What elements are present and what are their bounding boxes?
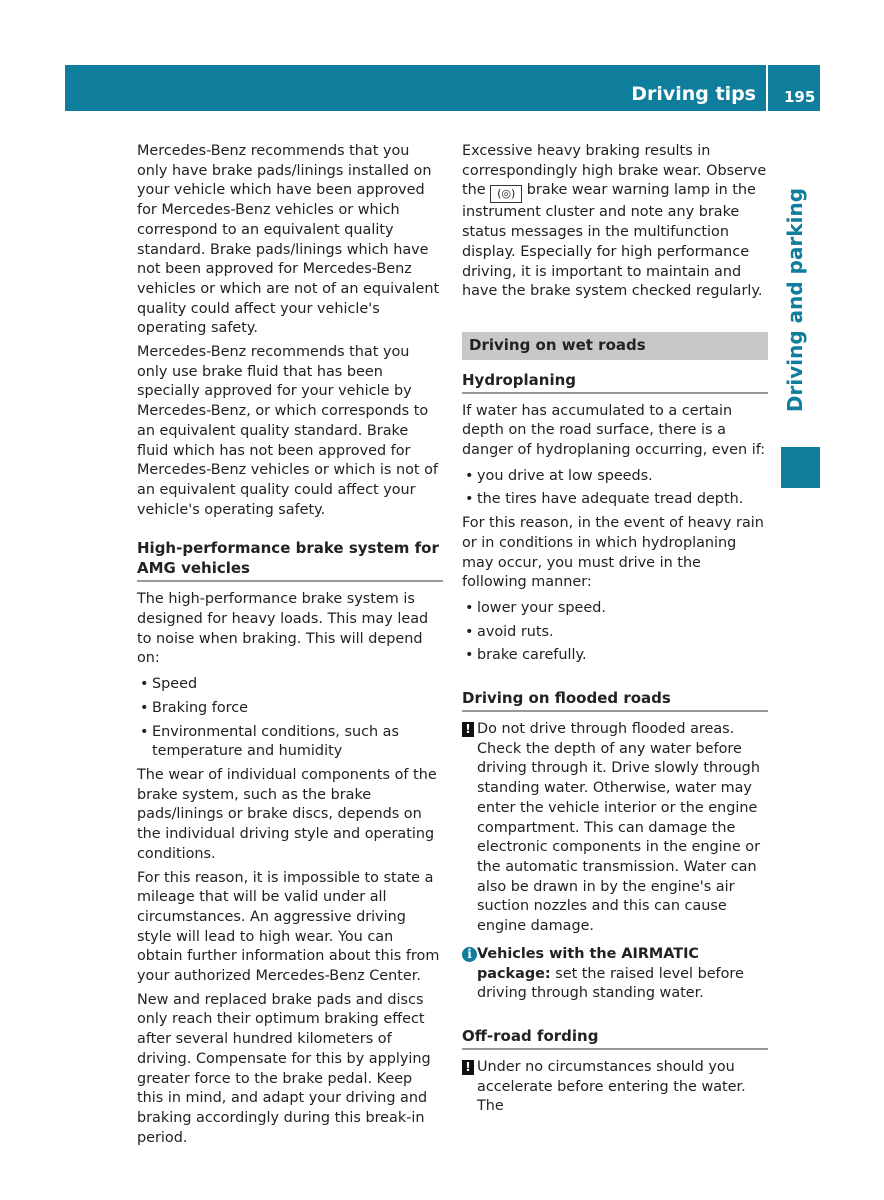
list-item: • Braking force	[137, 699, 443, 719]
page-header	[65, 65, 820, 111]
chapter-label: Driving and parking	[783, 187, 807, 413]
bullet-list	[137, 675, 443, 762]
paragraph: The high-performance brake system is designed for heavy loads. This may lead to noise when braking. This will depend on:	[137, 591, 429, 667]
list-item: • Environmental conditions, such as temperature and humidity	[137, 723, 443, 762]
list-item: • brake carefully.	[462, 646, 768, 666]
info-note-text: set the raised level before driving through standing water.	[477, 965, 744, 1002]
list-item: • Speed	[137, 675, 443, 695]
info-note	[462, 945, 768, 1004]
bullet-list	[462, 467, 768, 510]
page-number: 195	[784, 88, 816, 106]
warning-note	[462, 1058, 768, 1117]
list-item: • avoid ruts.	[462, 623, 768, 643]
intro-text-start: Excessive heavy braking results in correspondingly high brake wear. Observe the	[462, 143, 767, 199]
left-column	[137, 142, 443, 1152]
header-title: Driving tips	[631, 83, 756, 105]
info-icon: i	[462, 947, 477, 962]
warning-note	[462, 720, 768, 937]
paragraph	[462, 142, 768, 302]
section-heading-hydroplaning: Hydroplaning	[462, 370, 768, 394]
paragraph: For this reason, in the event of heavy rain or in conditions in which hydroplaning may occur, you must drive in the following manner:	[462, 515, 764, 591]
paragraph: New and replaced brake pads and discs only reach their optimum braking effect after several hundred kilometers of driving. Compensate for this by applying greater force to the brake pedal. Keep this in mind, and adapt your driving and braking accordingly during this break-in period.	[137, 991, 431, 1146]
intro-text-end: brake wear warning lamp in the instrument cluster and note any brake status messages in the multifunction display. Especially for high performance driving, it is important to maintain and have the brake system checked regularly.	[462, 182, 763, 300]
list-item: • the tires have adequate tread depth.	[462, 490, 768, 510]
right-column	[462, 142, 768, 1121]
chapter-marker-block	[781, 447, 820, 488]
bullet-list	[462, 599, 768, 666]
section-heading-amg-brakes: High-performance brake system for AMG vehicles	[137, 538, 443, 582]
paragraph: For this reason, it is impossible to state a mileage that will be valid under all circumstances. An aggressive driving style will lead to high wear. You can obtain further information about this from your authorized Mercedes-Benz Center.	[137, 869, 440, 985]
paragraph: Mercedes-Benz recommends that you only use brake fluid that has been specially approved for your vehicle by Mercedes-Benz, or which corresponds to an equivalent quality standard. Brake fluid which has not been approved for Mercedes-Benz vehicles or which is not of an equivalent quality could affect your vehicle's operating safety.	[137, 344, 438, 518]
paragraph: If water has accumulated to a certain depth on the road surface, there is a danger of hydroplaning occurring, even if:	[462, 402, 766, 459]
header-divider	[766, 65, 768, 111]
section-heading-flooded-roads: Driving on flooded roads	[462, 688, 768, 712]
section-heading-offroad-fording: Off-road fording	[462, 1026, 768, 1050]
warning-icon: !	[462, 1060, 474, 1075]
warning-icon: !	[462, 722, 474, 737]
list-item: • lower your speed.	[462, 599, 768, 619]
chapter-side-tab	[781, 160, 809, 440]
warning-text: Do not drive through flooded areas. Check the depth of any water before driving through it. Drive slowly through standing water. Otherwise, water may enter the vehicle interior or the engine compartment. This can damage the electronic components in the engine or the automatic transmission. Water can also be drawn in by the engine's air suction nozzles and this can cause engine damage.	[477, 721, 761, 935]
section-band-wet-roads: Driving on wet roads	[462, 332, 768, 360]
paragraph: Mercedes-Benz recommends that you only have brake pads/linings installed on your vehicle which have been approved for Mercedes-Benz vehicles or which correspond to an equivalent quality standard. Brake pads/linings which have not been approved for Mercedes-Benz vehicles or which are not of an equivalent quality could affect your vehicle's operating safety.	[137, 143, 440, 337]
brake-wear-lamp-icon: (◎)	[490, 185, 522, 203]
info-note-title: Vehicles with the AIRMATIC package:	[477, 945, 699, 982]
warning-text: Under no circumstances should you accelerate before entering the water. The	[477, 1058, 746, 1115]
list-item: • you drive at low speeds.	[462, 467, 768, 487]
paragraph: The wear of individual components of the brake system, such as the brake pads/linings or brake discs, depends on the individual driving style and operating conditions.	[137, 766, 437, 862]
